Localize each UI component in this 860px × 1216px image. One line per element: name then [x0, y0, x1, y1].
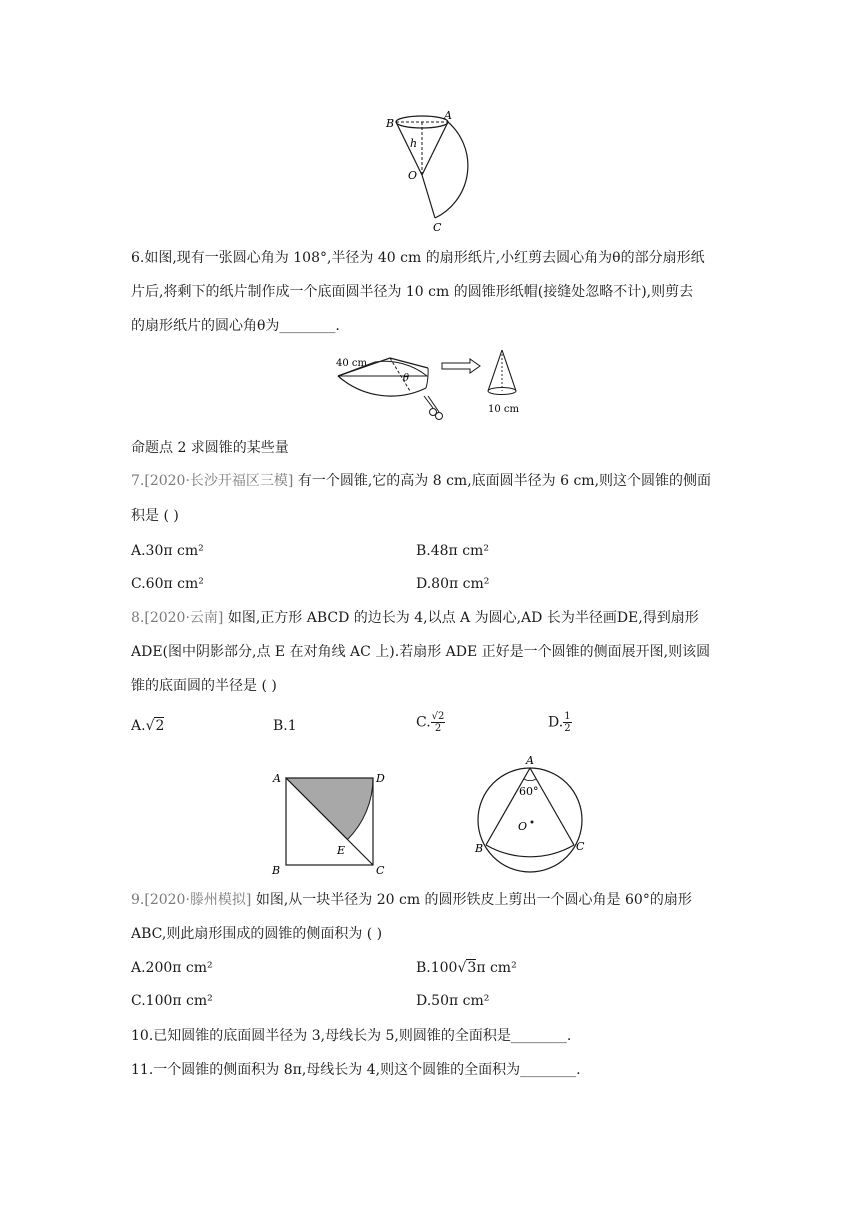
q9-option-c: C.100π cm²	[131, 993, 213, 1009]
circ-label-angle: 60°	[519, 785, 539, 798]
section-title: 命题点 2 求圆锥的某些量	[131, 440, 289, 456]
q7-stem1: 有一个圆锥,它的高为 8 cm,底面圆半径为 6 cm,则这个圆锥的侧面	[297, 473, 712, 489]
fig6-radius: 40 cm	[336, 358, 367, 369]
sq-label-e: E	[337, 844, 346, 857]
q8-option-c: C. $\frac{√2}{2}$	[416, 711, 445, 734]
label-c: C	[433, 221, 442, 234]
q7-option-b: B.48π cm²	[416, 543, 489, 559]
q6-line2: 片后,将剩下的纸片制作成一个底面圆半径为 10 cm 的圆锥形纸帽(接缝处忽略不计),则剪去	[131, 284, 694, 300]
q9-option-a: A.200π cm²	[131, 960, 213, 976]
q10-text: 10.已知圆锥的底面圆半径为 3,母线长为 5,则圆锥的全面积是________.	[131, 1028, 572, 1044]
q7-line2: 积是 ( )	[131, 508, 179, 524]
q7-option-c: C.60π cm²	[131, 576, 204, 592]
circle-sector-figure	[470, 750, 595, 880]
circ-label-a: A	[526, 754, 534, 767]
sq-label-b: B	[272, 864, 281, 877]
q9-stem1: 如图,从一块半径为 20 cm 的圆形铁皮上剪出一个圆心角是 60°的扇形	[255, 892, 692, 908]
sq-label-c: C	[376, 864, 385, 877]
label-a: A	[444, 109, 452, 122]
q8-line2: ADE(图中阴影部分,点 E 在对角线 AC 上).若扇形 ADE 正好是一个圆锥的侧面展开图,则该圆	[131, 644, 711, 660]
label-b: B	[386, 117, 395, 130]
q7-option-d: D.80π cm²	[416, 576, 490, 592]
fig6-base: 10 cm	[488, 404, 519, 415]
q9-line1	[131, 890, 692, 910]
q7-line1	[131, 471, 711, 491]
q7-option-a: A.30π cm²	[131, 543, 204, 559]
q9-line2: ABC,则此扇形围成的圆锥的侧面积为 ( )	[131, 926, 383, 942]
q6-line1: 6.如图,现有一张圆心角为 108°,半径为 40 cm 的扇形纸片,小红剪去圆心角为θ的部分扇形纸	[131, 250, 705, 266]
q7-source: 7.[2020·长沙开福区三模]	[131, 473, 294, 489]
q9-option-b: B.100√3π cm²	[416, 960, 517, 976]
sector-to-cone-figure	[330, 346, 530, 426]
q8-line3: 锥的底面圆的半径是 ( )	[131, 678, 277, 694]
q8-option-b: B.1	[273, 718, 297, 734]
q6-line3: 的扇形纸片的圆心角θ为________.	[131, 318, 340, 334]
q8-stem1: 如图,正方形 ABCD 的边长为 4,以点 A 为圆心,AD 长为半径画DE,得到扇形	[227, 610, 699, 626]
q8-line1	[131, 608, 699, 628]
q11-text: 11.一个圆锥的侧面积为 8π,母线长为 4,则这个圆锥的全面积为________.	[131, 1062, 581, 1078]
q9-option-d: D.50π cm²	[416, 993, 490, 1009]
q9-source: 9.[2020·滕州模拟]	[131, 892, 252, 908]
sq-label-d: D	[376, 772, 385, 785]
label-h: h	[410, 137, 418, 150]
q8-source: 8.[2020·云南]	[131, 610, 224, 626]
square-sector-figure	[268, 768, 393, 878]
q8-option-d: D. $\frac{1}{2}$	[548, 711, 571, 734]
cone-sector-figure	[380, 105, 490, 235]
label-o: O	[408, 169, 418, 182]
circ-label-o: O	[518, 820, 528, 833]
sq-label-a: A	[273, 772, 281, 785]
circ-label-b: B	[475, 842, 484, 855]
q8-option-a: A.√2	[131, 718, 165, 734]
fig6-theta: θ	[403, 373, 410, 384]
circ-label-c: C	[576, 840, 585, 853]
